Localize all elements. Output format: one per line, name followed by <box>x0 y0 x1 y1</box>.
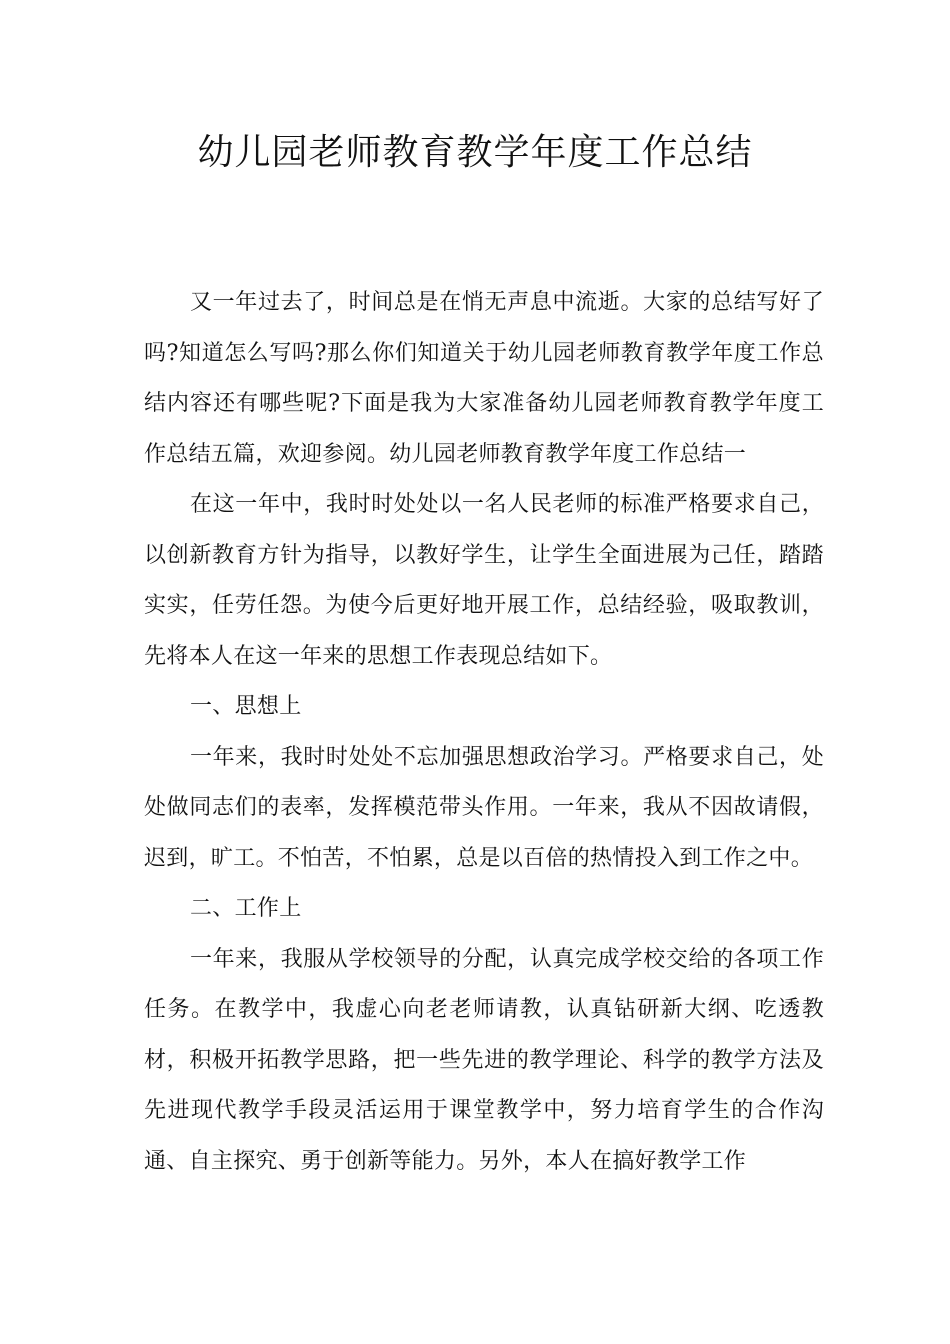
document-title: 幼儿园老师教育教学年度工作总结 <box>197 132 753 173</box>
section-heading-work: 二、工作上 <box>190 896 302 921</box>
paragraph-thought: 一年来，我时时处处不忘加强思想政治学习。严格要求自己，处处做同志们的表率，发挥模范带头作用。一年来，我从不因故请假，迟到，旷工。不怕苦，不怕累，总是以百倍的热情投入到工作之中。 <box>144 744 824 871</box>
paragraph-intro: 又一年过去了，时间总是在悄无声息中流逝。大家的总结写好了吗?知道怎么写吗?那么你们知道关于幼儿园老师教育教学年度工作总结内容还有哪些呢?下面是我为大家准备幼儿园老师教育教学年度工作总结五篇，欢迎参阅。幼儿园老师教育教学年度工作总结一 <box>144 290 824 467</box>
paragraph-overview: 在这一年中，我时时处处以一名人民老师的标准严格要求自己，以创新教育方针为指导，以教好学生，让学生全面进展为己任，踏踏实实，任劳任怨。为使今后更好地开展工作，总结经验，吸取教训，先将本人在这一年来的思想工作表现总结如下。 <box>144 492 824 669</box>
section-heading-thought: 一、思想上 <box>190 694 302 719</box>
document-body <box>144 278 824 1187</box>
paragraph-work: 一年来，我服从学校领导的分配，认真完成学校交给的各项工作任务。在教学中，我虚心向老老师请教，认真钻研新大纲、吃透教材，积极开拓教学思路，把一些先进的教学理论、科学的教学方法及先进现代教学手段灵活运用于课堂教学中，努力培育学生的合作沟通、自主探究、勇于创新等能力。另外，本人在搞好教学工作 <box>144 946 824 1174</box>
